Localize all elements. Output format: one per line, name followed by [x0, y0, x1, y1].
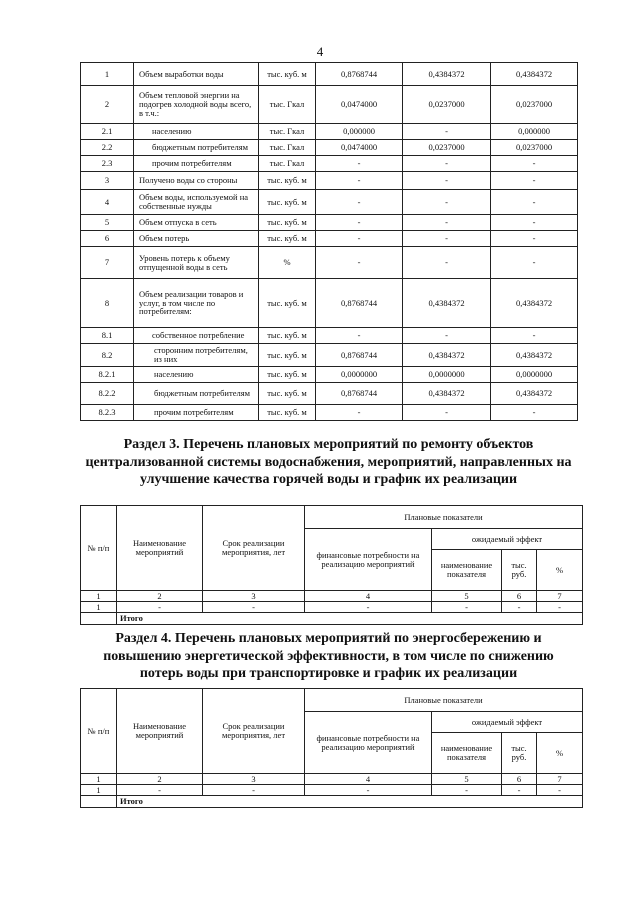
- cell-v2: -: [403, 215, 491, 231]
- cell-v1: -: [316, 231, 403, 247]
- header-indicator: наименование показателя: [432, 733, 502, 774]
- cell-v1: -: [316, 247, 403, 279]
- header-finance: финансовые потребности на реализацию мероприятий: [305, 712, 432, 774]
- cell-unit: тыс. Гкал: [259, 86, 316, 124]
- cell-unit: %: [259, 247, 316, 279]
- cell-v3: -: [491, 190, 578, 215]
- cell-name: Объем воды, используемой на собственные нужды: [134, 190, 259, 215]
- cell-name: населению: [134, 367, 259, 383]
- header-name: Наименование мероприятий: [117, 506, 203, 591]
- index-cell: 2: [117, 591, 203, 602]
- data-cell: -: [117, 602, 203, 613]
- header-planned: Плановые показатели: [305, 689, 583, 712]
- header-effect: ожидаемый эффект: [432, 712, 583, 733]
- total-label: Итого: [117, 796, 583, 808]
- table-row: [81, 344, 578, 367]
- cell-num: 2.1: [81, 124, 134, 140]
- index-cell: 2: [117, 774, 203, 785]
- data-cell: -: [502, 785, 537, 796]
- cell-v2: -: [403, 172, 491, 190]
- data-cell: 1: [81, 785, 117, 796]
- table-row: [81, 247, 578, 279]
- cell-v2: -: [403, 190, 491, 215]
- table-row: [81, 86, 578, 124]
- index-cell: 5: [432, 591, 502, 602]
- index-cell: 1: [81, 774, 117, 785]
- total-empty: [81, 796, 117, 808]
- cell-v1: 0,8768744: [316, 383, 403, 405]
- cell-unit: тыс. куб. м: [259, 190, 316, 215]
- index-cell: 4: [305, 591, 432, 602]
- cell-num: 1: [81, 63, 134, 86]
- cell-unit: тыс. Гкал: [259, 156, 316, 172]
- data-cell: -: [537, 602, 583, 613]
- cell-num: 8: [81, 279, 134, 328]
- total-empty: [81, 613, 117, 625]
- cell-name: Объем потерь: [134, 231, 259, 247]
- header-rub: тыс. руб.: [502, 550, 537, 591]
- header-term: Срок реализации мероприятия, лет: [203, 506, 305, 591]
- index-cell: 7: [537, 591, 583, 602]
- data-cell: -: [203, 602, 305, 613]
- cell-num: 2.2: [81, 140, 134, 156]
- cell-v2: 0,0237000: [403, 140, 491, 156]
- cell-v2: -: [403, 247, 491, 279]
- cell-v3: -: [491, 172, 578, 190]
- table-row: [81, 328, 578, 344]
- section-3-title: Раздел 3. Перечень плановых мероприятий по ремонту объектов централизованной системы водоснабжения, мероприятий, направленных на улучшение качества горячей воды и график их реализации: [85, 437, 572, 487]
- header-planned: Плановые показатели: [305, 506, 583, 529]
- cell-num: 7: [81, 247, 134, 279]
- cell-v3: 0,0237000: [491, 140, 578, 156]
- cell-v1: -: [316, 215, 403, 231]
- cell-v1: -: [316, 190, 403, 215]
- cell-v2: 0,4384372: [403, 279, 491, 328]
- cell-name: бюджетным потребителям: [134, 383, 259, 405]
- cell-name: Объем реализации товаров и услуг, в том числе по потребителям:: [134, 279, 259, 328]
- cell-v3: 0,000000: [491, 124, 578, 140]
- cell-v1: -: [316, 328, 403, 344]
- cell-v1: 0,8768744: [316, 279, 403, 328]
- table-row: [81, 215, 578, 231]
- cell-v1: 0,8768744: [316, 63, 403, 86]
- cell-name: Получено воды со стороны: [134, 172, 259, 190]
- table-row: [81, 383, 578, 405]
- cell-unit: тыс. куб. м: [259, 231, 316, 247]
- table-row: [81, 172, 578, 190]
- cell-v1: 0,0000000: [316, 367, 403, 383]
- cell-v3: 0,4384372: [491, 383, 578, 405]
- data-cell: -: [305, 785, 432, 796]
- header-indicator: наименование показателя: [432, 550, 502, 591]
- header-num: № п/п: [81, 506, 117, 591]
- header-pct: %: [537, 550, 583, 591]
- table-row: [81, 140, 578, 156]
- cell-unit: тыс. куб. м: [259, 279, 316, 328]
- cell-v2: -: [403, 328, 491, 344]
- cell-name: прочим потребителям: [134, 405, 259, 421]
- index-cell: 6: [502, 591, 537, 602]
- cell-unit: тыс. куб. м: [259, 367, 316, 383]
- index-cell: 6: [502, 774, 537, 785]
- cell-v1: -: [316, 405, 403, 421]
- cell-v3: -: [491, 405, 578, 421]
- section-4-title: Раздел 4. Перечень плановых мероприятий по энергосбережению и повышению энергетической эффективности, в том числе по снижению потерь воды при транспортировке и график их реализации: [103, 631, 554, 681]
- cell-num: 8.2.2: [81, 383, 134, 405]
- cell-v3: 0,0000000: [491, 367, 578, 383]
- cell-v2: 0,0237000: [403, 86, 491, 124]
- cell-v2: 0,4384372: [403, 344, 491, 367]
- header-name: Наименование мероприятий: [117, 689, 203, 774]
- cell-unit: тыс. куб. м: [259, 63, 316, 86]
- energy-plan-table: [80, 688, 583, 808]
- cell-v3: 0,4384372: [491, 344, 578, 367]
- cell-v1: -: [316, 172, 403, 190]
- index-cell: 7: [537, 774, 583, 785]
- cell-v1: 0,0474000: [316, 140, 403, 156]
- cell-unit: тыс. Гкал: [259, 124, 316, 140]
- index-cell: 5: [432, 774, 502, 785]
- cell-unit: тыс. куб. м: [259, 383, 316, 405]
- cell-v3: -: [491, 328, 578, 344]
- cell-name: Объем отпуска в сеть: [134, 215, 259, 231]
- table-row: [81, 190, 578, 215]
- cell-v3: 0,4384372: [491, 279, 578, 328]
- total-label: Итого: [117, 613, 583, 625]
- cell-num: 6: [81, 231, 134, 247]
- cell-v2: 0,0000000: [403, 367, 491, 383]
- cell-v1: 0,8768744: [316, 344, 403, 367]
- header-pct: %: [537, 733, 583, 774]
- data-cell: -: [432, 785, 502, 796]
- table-row: [81, 124, 578, 140]
- cell-unit: тыс. куб. м: [259, 344, 316, 367]
- table-row: [81, 367, 578, 383]
- cell-num: 3: [81, 172, 134, 190]
- cell-v3: 0,0237000: [491, 86, 578, 124]
- header-term: Срок реализации мероприятия, лет: [203, 689, 305, 774]
- cell-num: 8.2.1: [81, 367, 134, 383]
- cell-name: населению: [134, 124, 259, 140]
- data-cell: 1: [81, 602, 117, 613]
- cell-num: 8.2: [81, 344, 134, 367]
- cell-v3: 0,4384372: [491, 63, 578, 86]
- cell-v2: 0,4384372: [403, 63, 491, 86]
- data-cell: -: [203, 785, 305, 796]
- cell-num: 5: [81, 215, 134, 231]
- cell-name: собственное потребление: [134, 328, 259, 344]
- table-row: [81, 231, 578, 247]
- cell-v1: 0,0474000: [316, 86, 403, 124]
- cell-unit: тыс. куб. м: [259, 172, 316, 190]
- cell-v2: -: [403, 231, 491, 247]
- cell-unit: тыс. куб. м: [259, 405, 316, 421]
- cell-v3: -: [491, 247, 578, 279]
- cell-num: 2: [81, 86, 134, 124]
- cell-name: Объем тепловой энергии на подогрев холодной воды всего, в т.ч.:: [134, 86, 259, 124]
- index-cell: 3: [203, 774, 305, 785]
- table-row: [81, 279, 578, 328]
- data-cell: -: [117, 785, 203, 796]
- header-finance: финансовые потребности на реализацию мероприятий: [305, 529, 432, 591]
- cell-num: 8.1: [81, 328, 134, 344]
- cell-v2: -: [403, 156, 491, 172]
- data-cell: -: [502, 602, 537, 613]
- cell-name: бюджетным потребителям: [134, 140, 259, 156]
- header-effect: ожидаемый эффект: [432, 529, 583, 550]
- cell-v3: -: [491, 215, 578, 231]
- data-cell: -: [432, 602, 502, 613]
- cell-unit: тыс. куб. м: [259, 215, 316, 231]
- cell-num: 4: [81, 190, 134, 215]
- index-cell: 4: [305, 774, 432, 785]
- cell-v2: -: [403, 405, 491, 421]
- cell-name: сторонним потребителям, из них: [134, 344, 259, 367]
- header-num: № п/п: [81, 689, 117, 774]
- table-row: [81, 405, 578, 421]
- cell-v2: -: [403, 124, 491, 140]
- cell-unit: тыс. Гкал: [259, 140, 316, 156]
- cell-unit: тыс. куб. м: [259, 328, 316, 344]
- water-balance-table: [80, 62, 578, 421]
- repair-plan-table: [80, 505, 583, 625]
- cell-name: прочим потребителям: [134, 156, 259, 172]
- data-cell: -: [537, 785, 583, 796]
- table-row: [81, 156, 578, 172]
- cell-v3: -: [491, 156, 578, 172]
- cell-num: 8.2.3: [81, 405, 134, 421]
- index-cell: 3: [203, 591, 305, 602]
- cell-num: 2.3: [81, 156, 134, 172]
- table-row: [81, 63, 578, 86]
- index-cell: 1: [81, 591, 117, 602]
- cell-v2: 0,4384372: [403, 383, 491, 405]
- cell-v1: -: [316, 156, 403, 172]
- header-rub: тыс. руб.: [502, 733, 537, 774]
- data-cell: -: [305, 602, 432, 613]
- cell-v1: 0,000000: [316, 124, 403, 140]
- cell-name: Уровень потерь к объему отпущенной воды в сеть: [134, 247, 259, 279]
- page-number: 4: [316, 44, 324, 59]
- cell-name: Объем выработки воды: [134, 63, 259, 86]
- cell-v3: -: [491, 231, 578, 247]
